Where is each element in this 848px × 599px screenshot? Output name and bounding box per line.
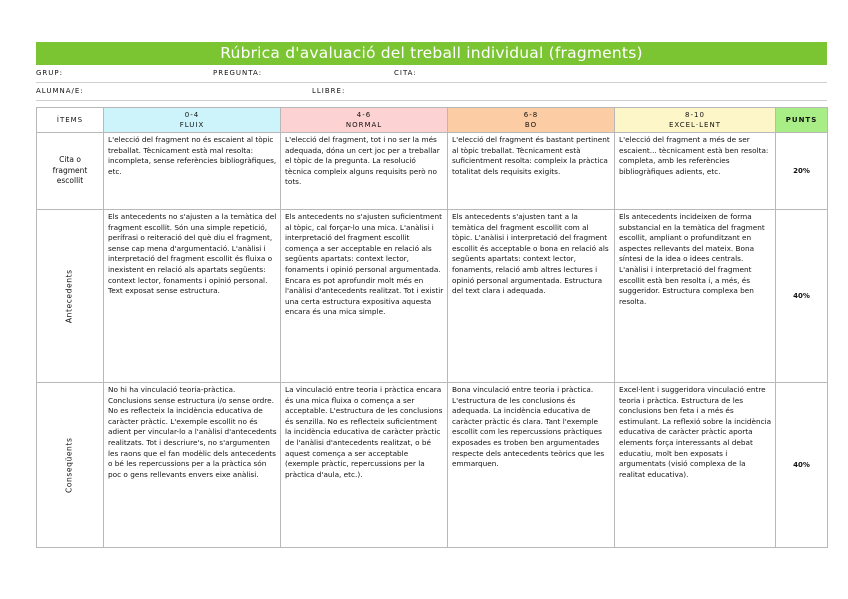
cell-antecedents-excellent: [615, 210, 776, 383]
punts-cita: 20%: [776, 133, 828, 210]
cell-consequents-excellent: [615, 383, 776, 548]
desc-antecedents-fluix: Els antecedents no s'ajusten a la temàtica del fragment escollit. Són una simple repetició, perífrasi o reiteració del què diu el fragment, sense cap mena d'argumentació. L'anàlisi i interpretació del fragment escollit és fluixa o inexistent en relació als apartats següents: context lector, fonaments i opinió personal. Text exposat sense estructura.: [108, 212, 277, 296]
cell-consequents-normal: [281, 383, 448, 548]
punts-consequents: 40%: [776, 383, 828, 548]
excellent-name: EXCEL·LENT: [669, 121, 721, 129]
cell-cita-normal: [281, 133, 448, 210]
bo-name: BO: [524, 121, 538, 129]
header-items: ÍTEMS: [37, 108, 104, 133]
item-consequents-label: Conseqüents: [64, 437, 74, 493]
cell-cita-bo: [448, 133, 615, 210]
desc-consequents-normal: La vinculació entre teoria i pràctica encara és una mica fluixa o comença a ser acceptable. L'estructura de les conclusions és senzilla. No es reflecteix suficientment la incidència educativa de caràcter pràctic de l'anàlisi d'antecedents realitzat, o bé aquest comença a ser acceptable (exemple pràctic, repercussions per la pràctica d'aula, etc.).: [285, 385, 443, 479]
item-cita-label: Cita o fragment escollit: [52, 155, 88, 186]
header-bo: [448, 108, 615, 133]
header-normal: [281, 108, 448, 133]
normal-range: 4-6: [356, 111, 372, 119]
desc-antecedents-bo: Els antecedents s'ajusten tant a la temàtica del fragment escollit com al tòpic. L'anàlisi i interpretació del fragment escollit és acceptable o bona en relació als següents apartats: context lector, fonaments, relació amb altres lectures i opinió personal argumentada. Estructura del text clara i adequada.: [452, 212, 609, 296]
rubric-sheet: [36, 42, 827, 548]
normal-name: NORMAL: [345, 121, 383, 129]
rubric-title: Rúbrica d'avaluació del treball individual (fragments): [36, 42, 827, 65]
header-punts: PUNTS: [776, 108, 828, 133]
desc-cita-fluix: L'elecció del fragment no és escaient al tòpic treballat. Tècnicament està mal resolta: incompleta, sense referències bibliogràfiques, etc.: [108, 135, 277, 176]
desc-consequents-fluix: No hi ha vinculació teoria-pràctica. Conclusions sense estructura i/o sense ordre. No es reflecteix la incidència educativa de caràcter pràctic. L'exemple escollit no és adient per vincular-lo a l'anàlisi d'antecedents realitzats. Tot i descriure's, no s'argumenten les raons que el fan modèlic dels antecedents o bé les repercussions per a la pràctica són poc o gens rellevants envers eixe anàlisi.: [108, 385, 277, 479]
row-cita: [37, 133, 828, 210]
alumna-label: ALUMNA/E:: [36, 87, 84, 95]
header-excellent: [615, 108, 776, 133]
row-consequents: [37, 383, 828, 548]
row-antecedents: [37, 210, 828, 383]
fluix-range: 0-4: [184, 111, 200, 119]
cell-antecedents-normal: [281, 210, 448, 383]
desc-antecedents-excellent: Els antecedents incideixen de forma substancial en la temàtica del fragment escollit, ampliant o profunditzant en aspectes rellevants del mateix. Bona síntesi de la idea o idees centrals. L'anàlisi i interpretació del fragment escollit està ben resolta i, a més, és suggeridor. Estructura complexa ben resolta.: [619, 212, 765, 306]
item-cita: [37, 133, 104, 210]
cell-antecedents-fluix: [104, 210, 281, 383]
item-antecedents-label: Antecedents: [64, 269, 74, 323]
fluix-name: FLUIX: [179, 121, 205, 129]
desc-cita-normal: L'elecció del fragment, tot i no ser la més adequada, dóna un cert joc per a treballar el tòpic de la pregunta. La resolució tècnica compleix alguns requisits però no tots.: [285, 135, 440, 187]
desc-consequents-excellent: Excel·lent i suggeridora vinculació entre teoria i pràctica. Estructura de les conclusions ben feta i a més és estimulant. La reflexió sobre la incidència educativa de caràcter pràctic aporta elements força interessants al debat educatiu, molt ben exposats i argumentats (visió complexa de la realitat educativa).: [619, 385, 772, 479]
item-antecedents: [37, 210, 104, 383]
llibre-label: LLIBRE:: [312, 87, 346, 95]
cell-cita-excellent: [615, 133, 776, 210]
item-consequents: [37, 383, 104, 548]
desc-antecedents-normal: Els antecedents no s'ajusten suficientment al tòpic, cal forçar-lo una mica. L'anàlisi i interpretació del fragment escollit comença a ser acceptable en relació als següents apartats: context lector, fonaments i opinió personal argumentada. Encara es pot aprofundir molt més en l'anàlisi d'antecedents realitzat. Tot i existir una certa estructura expositiva aquesta encara és una mica simple.: [285, 212, 444, 317]
cita-label: CITA:: [394, 69, 417, 77]
pregunta-label: PREGUNTA:: [213, 69, 263, 77]
grup-label: GRUP:: [36, 69, 63, 77]
header-row: [37, 108, 828, 133]
desc-cita-excellent: L'elecció del fragment a més de ser escaient... tècnicament està ben resolta: completa, amb les referències bibliogràfiques adients, etc.: [619, 135, 769, 176]
meta-row-1: [36, 65, 827, 83]
meta-row-2: [36, 83, 827, 101]
cell-antecedents-bo: [448, 210, 615, 383]
rubric-table: [36, 107, 828, 548]
cell-cita-fluix: [104, 133, 281, 210]
cell-consequents-bo: [448, 383, 615, 548]
excellent-range: 8-10: [685, 111, 705, 119]
bo-range: 6-8: [523, 111, 539, 119]
punts-antecedents: 40%: [776, 210, 828, 383]
header-fluix: [104, 108, 281, 133]
cell-consequents-fluix: [104, 383, 281, 548]
desc-cita-bo: L'elecció del fragment és bastant pertinent al tòpic treballat. Tècnicament està suficientment resolta: compleix la pràctica totalitat dels requisits exigits.: [452, 135, 610, 176]
desc-consequents-bo: Bona vinculació entre teoria i pràctica. L'estructura de les conclusions és adequada. La incidència educativa de caràcter pràctic és clara. Tant l'exemple escollit com les repercussions pràctiques exposades es troben ben argumentades respecte dels antecedents teòrics que les emmarquen.: [452, 385, 605, 469]
